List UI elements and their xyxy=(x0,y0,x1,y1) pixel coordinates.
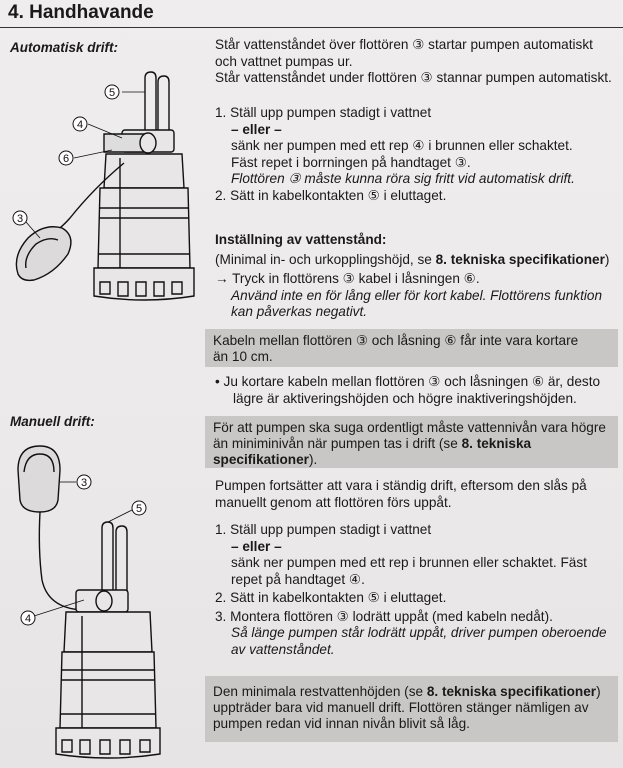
auto-intro xyxy=(215,37,615,87)
manual-step3: 3. Montera flottören ③ lodrätt uppåt (med kabeln nedåt). xyxy=(215,608,553,624)
callout-6: 6 xyxy=(62,153,70,165)
bullet-a: • Ju kortare kabeln mellan flottören ③ och låsningen ⑥ är, desto xyxy=(215,374,601,389)
auto-intro-1b: och vattnet pumpas ur. xyxy=(215,53,353,69)
setting-title: Inställning av vattenstånd: xyxy=(215,232,387,247)
manual-step3-note-b: av vattenståndet. xyxy=(231,641,335,657)
auto-bullet xyxy=(215,374,615,407)
callout-4-manual: 4 xyxy=(24,613,32,625)
bullet-b: lägre är aktiveringshöjden och högre inaktiveringshöjden. xyxy=(233,390,577,406)
pump-manual-illustration xyxy=(4,440,204,765)
auto-intro-2: Står vattenståndet under flottören ③ stannar pumpen automatiskt. xyxy=(215,70,612,85)
callout-4: 4 xyxy=(76,119,84,131)
manual-step1-b: sänk ner pumpen med ett rep i brunnen eller schaktet. Fäst xyxy=(231,555,587,570)
arrow-note-b: kan påverkas negativt. xyxy=(231,304,368,319)
auto-step2: 2. Sätt in kabelkontakten ⑤ i eluttaget. xyxy=(215,187,447,203)
manual-step1-c: repet på handtaget ④. xyxy=(231,571,365,587)
manual-step1-a: 1. Ställ upp pumpen stadigt i vattnet xyxy=(215,522,432,537)
section-heading xyxy=(8,2,154,24)
callout-5-manual: 5 xyxy=(135,503,143,515)
auto-step1-note: Flottören ③ måste kunna röra sig fritt vid automatisk drift. xyxy=(231,171,575,186)
manual-step3-note-a: Så länge pumpen står lodrätt uppåt, driver pumpen oberoende xyxy=(231,625,607,640)
box1-line-a: För att pumpen ska suga ordentligt måste vattennivån vara högre xyxy=(213,420,606,435)
box-line-b: än 10 cm. xyxy=(213,349,273,364)
box1-line-c: specifikationer). xyxy=(213,452,318,467)
manual-step2: 2. Sätt in kabelkontakten ⑤ i eluttaget. xyxy=(215,590,447,605)
box-line-a: Kabeln mellan flottören ③ och låsning ⑥ får inte vara kortare xyxy=(213,333,579,348)
section-number: 4. xyxy=(8,2,24,23)
setting-sub: (Minimal in- och urkopplingshöjd, se 8. tekniska specifikationer) xyxy=(215,251,610,267)
callout-3-manual: 3 xyxy=(80,477,88,489)
auto-step1-eller: – eller – xyxy=(231,121,282,137)
cable-length-notice xyxy=(205,329,618,367)
arrow-note-a: Använd inte en för lång eller för kort kabel. Flottörens funktion xyxy=(231,287,603,303)
suction-notice xyxy=(205,416,618,468)
auto-setting xyxy=(215,232,615,321)
auto-step1-c: Fäst repet i borrningen på handtaget ③. xyxy=(231,154,471,170)
auto-steps xyxy=(215,105,615,204)
residual-water-notice xyxy=(205,676,618,742)
auto-step1-b: sänk ner pumpen med ett rep ④ i brunnen eller schaktet. xyxy=(231,138,573,153)
manual-intro-a: Pumpen fortsätter att vara i ständig drift, eftersom den slås på xyxy=(215,478,587,493)
box1-line-b: än miniminivån när pumpen tas i drift (se 8. tekniska xyxy=(213,436,532,451)
manual-intro xyxy=(215,478,615,511)
heading-rule xyxy=(0,27,623,28)
pump-automatic-illustration xyxy=(4,68,204,318)
label-automatic: Automatisk drift: xyxy=(10,40,118,55)
manual-intro-b: manuellt genom att flottören förs uppåt. xyxy=(215,494,452,510)
arrow-step: → Tryck in flottörens ③ kabel i låsningen ⑥. xyxy=(215,271,480,286)
box2-line-c: pumpen redan vid innan nivån blivit så låg. xyxy=(213,716,470,731)
auto-step1-a: 1. Ställ upp pumpen stadigt i vattnet xyxy=(215,105,432,120)
manual-steps xyxy=(215,522,615,658)
auto-intro-1a: Står vattenståndet över flottören ③ startar pumpen automatiskt xyxy=(215,37,593,52)
callout-3: 3 xyxy=(16,213,24,225)
callout-5: 5 xyxy=(108,87,116,99)
manual-step1-eller: – eller – xyxy=(231,538,282,554)
box2-line-b: uppträder bara vid manuell drift. Flottören stänger nämligen av xyxy=(213,700,589,715)
section-title: Handhavande xyxy=(29,2,154,23)
box2-line-a: Den minimala restvattenhöjden (se 8. tekniska specifikationer) xyxy=(213,684,601,699)
label-manual: Manuell drift: xyxy=(10,414,95,429)
